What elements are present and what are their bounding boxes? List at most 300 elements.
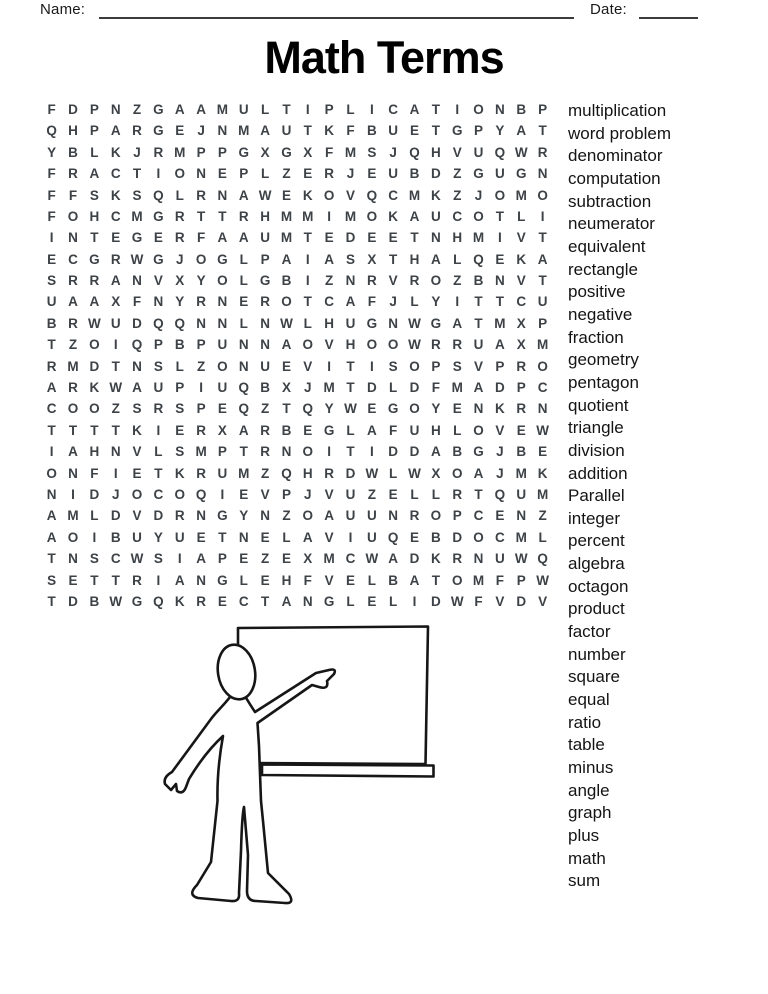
grid-letter: R <box>68 273 78 289</box>
grid-letter: O <box>46 465 57 481</box>
grid-letter: M <box>195 444 207 460</box>
grid-letter: P <box>217 551 227 567</box>
grid-letter: S <box>367 144 377 160</box>
grid-letter: Z <box>111 401 120 417</box>
grid-letter: R <box>324 166 335 182</box>
grid-letter: G <box>217 572 228 588</box>
grid-letter: F <box>90 465 99 481</box>
grid-letter: M <box>238 465 250 481</box>
grid-letter: C <box>388 187 399 203</box>
grid-letter: T <box>111 422 120 438</box>
grid-letter: M <box>536 337 549 353</box>
grid-letter: B <box>281 273 292 289</box>
grid-letter: T <box>495 294 505 310</box>
grid-letter: P <box>495 358 505 374</box>
grid-letter: W <box>408 465 421 481</box>
word-list-item: subtraction <box>568 191 652 211</box>
grid-letter: R <box>452 551 463 567</box>
grid-letter: U <box>409 422 420 438</box>
word-list-item: plus <box>568 826 600 845</box>
grid-letter: J <box>474 187 483 203</box>
grid-letter: G <box>473 166 484 182</box>
grid-letter: P <box>431 358 441 374</box>
grid-letter: F <box>303 572 312 588</box>
grid-letter: R <box>516 358 527 374</box>
grid-letter: T <box>538 230 547 246</box>
grid-letter: R <box>324 465 335 481</box>
grid-letter: G <box>153 101 164 117</box>
grid-letter: D <box>68 101 78 117</box>
grid-letter: T <box>154 465 163 481</box>
grid-letter: X <box>431 465 441 481</box>
grid-letter: N <box>217 123 228 139</box>
grid-letter: O <box>174 166 185 182</box>
word-list-item: minus <box>568 758 614 778</box>
grid-letter: U <box>132 529 142 545</box>
word-list-item: sum <box>568 871 601 891</box>
grid-letter: Q <box>46 123 57 139</box>
grid-letter: I <box>156 166 161 182</box>
grid-letter: E <box>345 572 355 588</box>
grid-letter: E <box>281 551 291 567</box>
grid-letter: A <box>46 529 57 545</box>
grid-letter: R <box>196 593 206 609</box>
grid-letter: A <box>238 230 249 246</box>
grid-letter: E <box>303 166 313 182</box>
grid-letter: B <box>46 315 57 331</box>
grid-letter: T <box>282 401 291 417</box>
grid-letter: G <box>153 123 164 139</box>
grid-letter: E <box>303 422 313 438</box>
grid-letter: L <box>367 572 376 588</box>
grid-letter: U <box>281 123 292 139</box>
grid-letter: V <box>516 230 526 246</box>
grid-letter: O <box>473 422 484 438</box>
grid-letter: T <box>431 101 440 117</box>
grid-letter: N <box>196 166 206 182</box>
grid-letter: O <box>451 572 463 588</box>
grid-letter: Z <box>132 101 142 117</box>
grid-letter: A <box>516 123 527 139</box>
grid-letter: N <box>260 337 270 353</box>
grid-letter: C <box>473 508 484 524</box>
grid-letter: R <box>46 358 57 374</box>
grid-letter: L <box>346 422 355 438</box>
grid-letter: G <box>131 230 143 246</box>
grid-letter: K <box>495 401 505 417</box>
grid-letter: N <box>238 529 249 545</box>
grid-letter: V <box>495 593 505 609</box>
grid-letter: W <box>130 251 144 267</box>
grid-letter: W <box>408 337 421 353</box>
grid-letter: E <box>111 230 121 246</box>
grid-letter: M <box>323 551 335 567</box>
grid-letter: O <box>323 187 335 203</box>
grid-letter: L <box>90 508 99 524</box>
grid-letter: E <box>281 187 291 203</box>
grid-letter: E <box>367 593 377 609</box>
grid-letter: H <box>302 465 313 481</box>
grid-letter: W <box>514 144 528 160</box>
grid-letter: J <box>496 444 504 460</box>
word-list-item: product <box>568 599 625 619</box>
grid-letter: D <box>345 230 356 246</box>
grid-letter: V <box>324 529 334 545</box>
grid-letter: I <box>305 251 310 267</box>
grid-letter: Y <box>239 508 249 524</box>
grid-letter: E <box>175 123 185 139</box>
grid-letter: X <box>111 294 121 310</box>
grid-letter: N <box>430 230 441 246</box>
grid-letter: T <box>90 572 99 588</box>
grid-letter: A <box>46 508 57 524</box>
grid-letter: I <box>305 101 310 117</box>
grid-letter: L <box>175 358 184 374</box>
grid-letter: N <box>388 508 399 524</box>
grid-letter: L <box>538 529 547 545</box>
grid-letter: Q <box>473 251 484 267</box>
grid-letter: O <box>473 208 484 224</box>
grid-letter: E <box>495 508 505 524</box>
grid-letter: C <box>153 486 164 502</box>
grid-letter: X <box>217 422 227 438</box>
grid-letter: Q <box>387 529 399 545</box>
grid-letter: I <box>199 380 203 396</box>
grid-letter: Z <box>260 401 270 417</box>
grid-letter: R <box>196 465 206 481</box>
grid-letter: F <box>346 123 355 139</box>
grid-letter: I <box>348 529 353 545</box>
grid-letter: D <box>452 529 463 545</box>
grid-letter: T <box>474 486 483 502</box>
grid-letter: E <box>217 166 227 182</box>
grid-letter: U <box>495 166 505 182</box>
grid-letter: S <box>132 187 142 203</box>
grid-letter: N <box>196 315 206 331</box>
grid-letter: R <box>516 401 527 417</box>
grid-letter: H <box>89 208 100 224</box>
grid-letter: R <box>260 444 270 460</box>
grid-letter: L <box>260 166 270 182</box>
grid-letter: A <box>430 444 441 460</box>
grid-letter: V <box>132 508 142 524</box>
grid-letter: A <box>537 251 548 267</box>
grid-letter: M <box>344 144 357 160</box>
grid-letter: G <box>281 144 292 160</box>
grid-letter: O <box>451 465 463 481</box>
grid-letter: B <box>430 529 441 545</box>
grid-letter: N <box>281 444 292 460</box>
grid-letter: Q <box>302 401 314 417</box>
grid-letter: N <box>196 572 206 588</box>
grid-letter: L <box>346 101 355 117</box>
grid-letter: R <box>89 273 100 289</box>
grid-letter: X <box>281 380 291 396</box>
grid-letter: E <box>239 486 249 502</box>
grid-letter: X <box>303 144 313 160</box>
grid-letter: Q <box>366 187 378 203</box>
grid-letter: R <box>153 144 164 160</box>
word-list-item: integer <box>568 508 620 528</box>
grid-letter: U <box>238 101 249 117</box>
grid-letter: N <box>260 315 270 331</box>
name-blank-line <box>99 2 574 19</box>
grid-letter: P <box>260 251 270 267</box>
grid-letter: B <box>281 422 292 438</box>
grid-letter: F <box>431 380 440 396</box>
grid-letter: Y <box>47 144 57 160</box>
grid-letter: K <box>430 551 441 567</box>
grid-letter: O <box>195 251 207 267</box>
grid-letter: N <box>537 401 548 417</box>
grid-letter: A <box>196 101 206 117</box>
grid-letter: A <box>110 273 121 289</box>
grid-letter: E <box>239 551 249 567</box>
grid-letter: W <box>365 465 379 481</box>
word-list-item: square <box>568 667 620 687</box>
grid-letter: I <box>369 101 374 117</box>
grid-letter: E <box>367 401 377 417</box>
grid-letter: C <box>110 166 121 182</box>
grid-letter: Z <box>538 508 547 524</box>
grid-letter: C <box>324 294 335 310</box>
grid-letter: H <box>281 572 292 588</box>
grid-letter: M <box>67 358 79 374</box>
grid-letter: Z <box>282 508 291 524</box>
grid-letter: D <box>345 465 356 481</box>
grid-letter: O <box>67 208 79 224</box>
grid-letter: E <box>516 422 526 438</box>
grid-letter: S <box>47 572 57 588</box>
grid-letter: A <box>409 572 420 588</box>
grid-letter: T <box>47 337 56 353</box>
grid-letter: Z <box>325 273 334 289</box>
grid-letter: A <box>409 101 420 117</box>
grid-letter: Q <box>537 551 548 567</box>
grid-letter: V <box>132 444 142 460</box>
grid-letter: R <box>174 208 185 224</box>
grid-letter: W <box>87 315 101 331</box>
grid-letter: V <box>324 486 334 502</box>
grid-letter: U <box>217 337 228 353</box>
grid-letter: Y <box>431 401 441 417</box>
grid-letter: R <box>260 422 270 438</box>
word-list-item: number <box>568 644 626 664</box>
grid-letter: N <box>260 508 270 524</box>
grid-letter: E <box>217 401 227 417</box>
grid-letter: U <box>217 380 228 396</box>
grid-letter: S <box>89 187 99 203</box>
grid-letter: T <box>111 572 120 588</box>
grid-letter: O <box>174 486 185 502</box>
grid-letter: A <box>174 101 185 117</box>
grid-letter: K <box>174 593 185 609</box>
grid-letter: T <box>218 208 227 224</box>
grid-letter: P <box>324 101 334 117</box>
grid-letter: V <box>345 187 355 203</box>
grid-letter: F <box>68 187 78 203</box>
grid-letter: I <box>327 208 332 224</box>
grid-letter: E <box>538 444 548 460</box>
grid-letter: I <box>156 422 161 438</box>
grid-letter: L <box>303 315 312 331</box>
grid-letter: P <box>89 101 99 117</box>
grid-letter: L <box>389 465 398 481</box>
grid-letter: F <box>47 101 56 117</box>
grid-letter: T <box>410 230 419 246</box>
grid-letter: R <box>110 251 121 267</box>
grid-letter: A <box>110 123 121 139</box>
grid-letter: A <box>388 551 399 567</box>
grid-letter: U <box>516 486 527 502</box>
grid-letter: M <box>536 486 549 502</box>
grid-letter: I <box>455 101 460 117</box>
grid-letter: H <box>345 337 356 353</box>
grid-letter: T <box>389 251 398 267</box>
grid-letter: U <box>537 294 548 310</box>
grid-letter: G <box>153 251 164 267</box>
grid-letter: F <box>47 187 56 203</box>
word-list-item: percent <box>568 531 625 551</box>
grid-letter: D <box>430 166 441 182</box>
grid-letter: U <box>345 508 356 524</box>
grid-letter: H <box>324 315 335 331</box>
grid-letter: N <box>345 273 356 289</box>
grid-letter: N <box>238 358 249 374</box>
grid-letter: V <box>324 337 334 353</box>
grid-letter: A <box>345 294 356 310</box>
grid-letter: I <box>455 294 460 310</box>
grid-letter: L <box>90 144 99 160</box>
grid-letter: T <box>282 101 291 117</box>
grid-letter: M <box>344 208 357 224</box>
word-list-item: equivalent <box>568 236 646 256</box>
grid-letter: N <box>302 593 313 609</box>
grid-letter: F <box>47 166 56 182</box>
grid-letter: F <box>495 572 505 588</box>
grid-letter: R <box>153 401 164 417</box>
grid-letter: Y <box>431 294 441 310</box>
grid-letter: I <box>113 465 118 481</box>
grid-letter: B <box>473 273 484 289</box>
grid-letter: O <box>302 444 314 460</box>
grid-letter: Q <box>153 315 164 331</box>
grid-letter: U <box>430 208 441 224</box>
grid-letter: L <box>239 315 248 331</box>
grid-letter: C <box>68 251 78 267</box>
grid-letter: L <box>453 422 462 438</box>
grid-letter: R <box>366 273 377 289</box>
grid-letter: T <box>68 422 78 438</box>
grid-letter: I <box>71 486 75 502</box>
grid-letter: Y <box>196 273 206 289</box>
grid-letter: E <box>239 294 249 310</box>
word-list-item: algebra <box>568 554 625 574</box>
grid-letter: A <box>174 572 185 588</box>
grid-letter: E <box>132 465 142 481</box>
grid-letter: S <box>153 358 163 374</box>
word-list-item: word problem <box>568 123 671 143</box>
grid-letter: G <box>323 593 335 609</box>
grid-letter: V <box>388 273 398 289</box>
grid-letter: E <box>217 593 227 609</box>
grid-letter: Q <box>195 486 207 502</box>
grid-letter: E <box>324 230 334 246</box>
grid-letter: K <box>537 465 548 481</box>
grid-letter: A <box>196 551 206 567</box>
grid-letter: A <box>324 508 335 524</box>
grid-letter: R <box>196 187 206 203</box>
grid-letter: W <box>536 422 549 438</box>
grid-letter: N <box>473 551 484 567</box>
grid-letter: N <box>46 486 57 502</box>
grid-letter: T <box>196 208 206 224</box>
grid-letter: F <box>474 593 483 609</box>
grid-letter: L <box>282 529 291 545</box>
word-list-item: quotient <box>568 395 629 415</box>
word-list <box>568 100 758 893</box>
grid-letter: B <box>260 380 270 396</box>
grid-letter: B <box>110 529 121 545</box>
grid-letter: J <box>197 123 205 139</box>
grid-letter: A <box>217 230 228 246</box>
grid-letter: C <box>110 208 121 224</box>
grid-letter: Z <box>282 166 291 182</box>
grid-letter: E <box>495 251 505 267</box>
grid-letter: W <box>514 551 528 567</box>
grid-letter: L <box>389 593 398 609</box>
grid-letter: J <box>111 486 120 502</box>
grid-letter: I <box>49 230 54 246</box>
grid-letter: U <box>495 551 505 567</box>
grid-letter: U <box>345 486 356 502</box>
grid-letter: K <box>430 187 441 203</box>
grid-letter: P <box>281 486 291 502</box>
word-list-item: division <box>568 440 625 460</box>
grid-letter: T <box>132 166 142 182</box>
grid-letter: B <box>89 593 100 609</box>
grid-letter: G <box>323 422 335 438</box>
grid-letter: L <box>239 273 248 289</box>
grid-letter: O <box>217 358 228 374</box>
grid-letter: T <box>474 294 483 310</box>
grid-letter: V <box>538 593 548 609</box>
grid-letter: A <box>68 294 78 310</box>
grid-letter: D <box>110 508 121 524</box>
word-list-item: graph <box>568 803 612 823</box>
grid-letter: M <box>323 380 335 396</box>
grid-letter: A <box>281 251 292 267</box>
grid-letter: I <box>113 337 118 353</box>
page-title: Math Terms <box>264 32 504 83</box>
grid-letter: A <box>473 380 484 396</box>
grid-letter: R <box>260 294 270 310</box>
grid-letter: K <box>132 422 142 438</box>
grid-letter: K <box>302 187 313 203</box>
grid-letter: L <box>453 251 462 267</box>
grid-letter: Q <box>153 593 164 609</box>
grid-letter: E <box>410 529 420 545</box>
grid-letter: Y <box>153 529 163 545</box>
grid-letter: G <box>430 315 442 331</box>
grid-letter: D <box>495 380 505 396</box>
grid-letter: G <box>259 273 271 289</box>
grid-letter: I <box>498 230 502 246</box>
grid-letter: T <box>346 380 355 396</box>
grid-letter: L <box>410 294 419 310</box>
grid-letter: G <box>217 251 228 267</box>
grid-letter: G <box>131 593 143 609</box>
